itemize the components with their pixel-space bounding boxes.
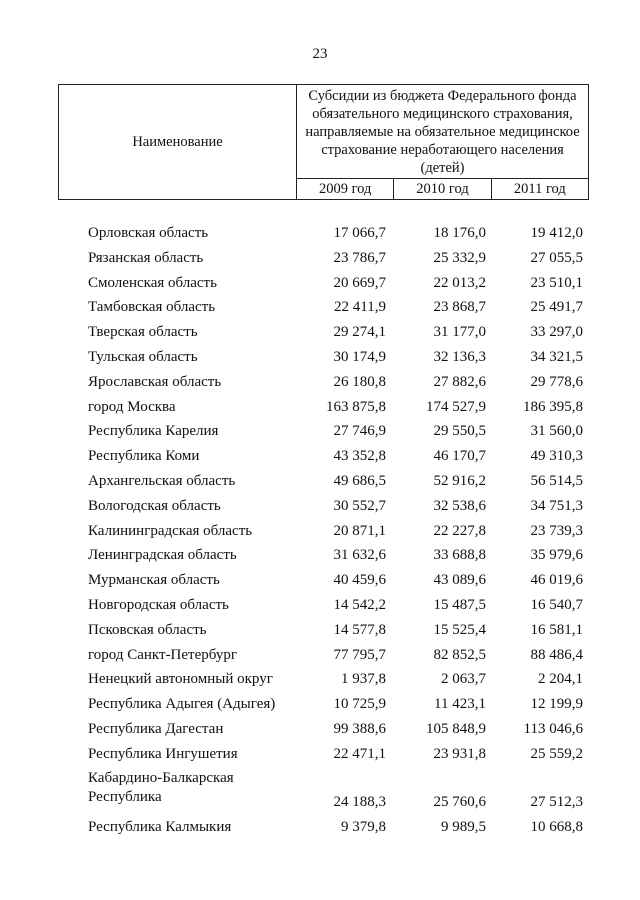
table-row: [0, 271, 640, 296]
table-row: [0, 246, 640, 271]
value-2011: 25 491,7: [530, 299, 583, 316]
value-2010: 18 176,0: [433, 225, 486, 241]
value-2009: 14 577,8: [333, 621, 386, 638]
region-name: Республика Адыгея (Адыгея): [88, 696, 276, 713]
value-2010: 25 332,9: [433, 249, 486, 266]
year-header-2011: 2011 год: [491, 179, 588, 200]
value-2011: 16 581,1: [530, 621, 583, 638]
subsidy-column-header: Субсидии из бюджета Федерального фонда обязательного медицинского страхования, направляемые на обязательное медицинское страхование неработающего населения (детей): [297, 85, 589, 179]
value-2011: 27 055,5: [530, 249, 583, 266]
value-2011: 23 510,1: [530, 274, 583, 291]
value-2009: 29 274,1: [333, 324, 386, 341]
value-2009: 26 180,8: [333, 373, 386, 390]
value-2009: 20 871,1: [333, 522, 386, 539]
region-name: Архангельская область: [88, 472, 236, 489]
region-name: Вологодская область: [88, 497, 221, 514]
value-2010: 43 089,6: [433, 572, 486, 589]
table-row: [0, 320, 640, 345]
table-row: [0, 519, 640, 544]
value-2009: 43 352,8: [333, 448, 386, 465]
table-row: [0, 568, 640, 593]
region-name: Тамбовская область: [88, 299, 216, 316]
region-name: Ленинградская область: [88, 547, 237, 564]
value-2010: 31 177,0: [433, 324, 486, 341]
value-2010: 9 989,5: [441, 818, 486, 835]
value-2009: 24 188,3: [333, 793, 386, 810]
name-column-header: Наименование: [59, 85, 297, 200]
year-header-2010: 2010 год: [394, 179, 491, 200]
region-name: Республика Ингушетия: [88, 745, 238, 762]
value-2010: 25 760,6: [433, 793, 486, 810]
region-name: Республика Карелия: [88, 423, 219, 440]
value-2010: 82 852,5: [433, 646, 486, 663]
value-2010: 23 931,8: [433, 745, 486, 762]
value-2009: 14 542,2: [333, 596, 386, 613]
value-2009: 10 725,9: [333, 696, 386, 713]
value-2010: 27 882,6: [433, 373, 486, 390]
value-2011: 19 412,0: [530, 225, 583, 241]
region-name: Орловская область: [88, 225, 209, 241]
region-name: Республика Калмыкия: [88, 818, 232, 835]
region-name: Тульская область: [88, 348, 198, 365]
value-2010: 15 525,4: [433, 621, 486, 638]
value-2009: 49 686,5: [333, 472, 386, 489]
region-name: Псковская область: [88, 621, 207, 638]
table-row: [0, 295, 640, 320]
table-row: [0, 444, 640, 469]
value-2011: 34 321,5: [530, 348, 583, 365]
value-2011: 25 559,2: [530, 745, 583, 762]
table-row: [0, 692, 640, 717]
value-2009: 1 937,8: [341, 671, 386, 688]
value-2011: 27 512,3: [530, 793, 583, 810]
value-2009: 9 379,8: [341, 818, 386, 835]
page-number: 23: [312, 46, 328, 62]
value-2010: 46 170,7: [433, 448, 486, 465]
data-rows: [0, 221, 640, 839]
value-2011: 23 739,3: [530, 522, 583, 539]
value-2010: 11 423,1: [434, 696, 486, 713]
value-2010: 33 688,8: [433, 547, 486, 564]
value-2011: 56 514,5: [530, 472, 583, 489]
table-row: [0, 593, 640, 618]
year-header-2009: 2009 год: [297, 179, 394, 200]
region-name: Новгородская область: [88, 596, 229, 613]
value-2009: 22 411,9: [334, 299, 386, 316]
value-2010: 52 916,2: [433, 472, 486, 489]
value-2009: 163 875,8: [326, 398, 386, 415]
value-2009: 27 746,9: [333, 423, 386, 440]
region-name: Республика Дагестан: [88, 720, 224, 737]
region-name: Мурманская область: [88, 572, 220, 589]
value-2009: 30 552,7: [333, 497, 386, 514]
table-row: [0, 717, 640, 742]
value-2009: 99 388,6: [333, 720, 386, 737]
value-2010: 32 538,6: [433, 497, 486, 514]
value-2011: 10 668,8: [530, 818, 583, 835]
table-row: [0, 742, 640, 767]
value-2011: 33 297,0: [530, 324, 583, 341]
value-2009: 40 459,6: [333, 572, 386, 589]
region-name: Тверская область: [88, 324, 198, 341]
region-name: Ненецкий автономный округ: [88, 671, 273, 688]
value-2010: 174 527,9: [426, 398, 486, 415]
region-name: Ярославская область: [88, 373, 222, 390]
value-2010: 22 227,8: [433, 522, 486, 539]
value-2011: 46 019,6: [530, 572, 583, 589]
value-2009: 17 066,7: [333, 225, 386, 241]
value-2010: 2 063,7: [441, 671, 486, 688]
table-row: [0, 618, 640, 643]
table-row: [0, 543, 640, 568]
region-name: Смоленская область: [88, 274, 217, 291]
table-row: [0, 395, 640, 420]
value-2011: 113 046,6: [523, 720, 583, 737]
table-row: [0, 419, 640, 444]
value-2010: 29 550,5: [433, 423, 486, 440]
table-row: [0, 667, 640, 692]
region-name: Калининградская область: [88, 522, 253, 539]
value-2009: 23 786,7: [333, 249, 386, 266]
table-row: [0, 469, 640, 494]
value-2010: 23 868,7: [433, 299, 486, 316]
region-name: город Москва: [88, 398, 176, 415]
value-2011: 186 395,8: [523, 398, 583, 415]
table-row: [0, 767, 640, 815]
value-2010: 22 013,2: [433, 274, 486, 291]
value-2011: 88 486,4: [530, 646, 583, 663]
table-row: [0, 370, 640, 395]
value-2011: 12 199,9: [530, 696, 583, 713]
region-name: Кабардино-Балкарская Республика: [88, 769, 234, 805]
value-2011: 31 560,0: [530, 423, 583, 440]
table-row: [0, 221, 640, 246]
value-2011: 16 540,7: [530, 596, 583, 613]
value-2009: 77 795,7: [333, 646, 386, 663]
value-2009: 22 471,1: [333, 745, 386, 762]
value-2009: 30 174,9: [333, 348, 386, 365]
value-2011: 2 204,1: [538, 671, 583, 688]
region-name: город Санкт-Петербург: [88, 646, 237, 663]
value-2011: 34 751,3: [530, 497, 583, 514]
value-2009: 20 669,7: [333, 274, 386, 291]
table-row: [0, 345, 640, 370]
region-name: Рязанская область: [88, 249, 204, 266]
table-row: [0, 643, 640, 668]
table-row: [0, 815, 640, 840]
value-2009: 31 632,6: [333, 547, 386, 564]
value-2010: 32 136,3: [433, 348, 486, 365]
value-2011: 29 778,6: [530, 373, 583, 390]
value-2010: 105 848,9: [426, 720, 486, 737]
region-name: Республика Коми: [88, 448, 200, 465]
table-row: [0, 494, 640, 519]
table-header: [58, 84, 589, 200]
value-2011: 35 979,6: [530, 547, 583, 564]
value-2011: 49 310,3: [530, 448, 583, 465]
value-2010: 15 487,5: [433, 596, 486, 613]
